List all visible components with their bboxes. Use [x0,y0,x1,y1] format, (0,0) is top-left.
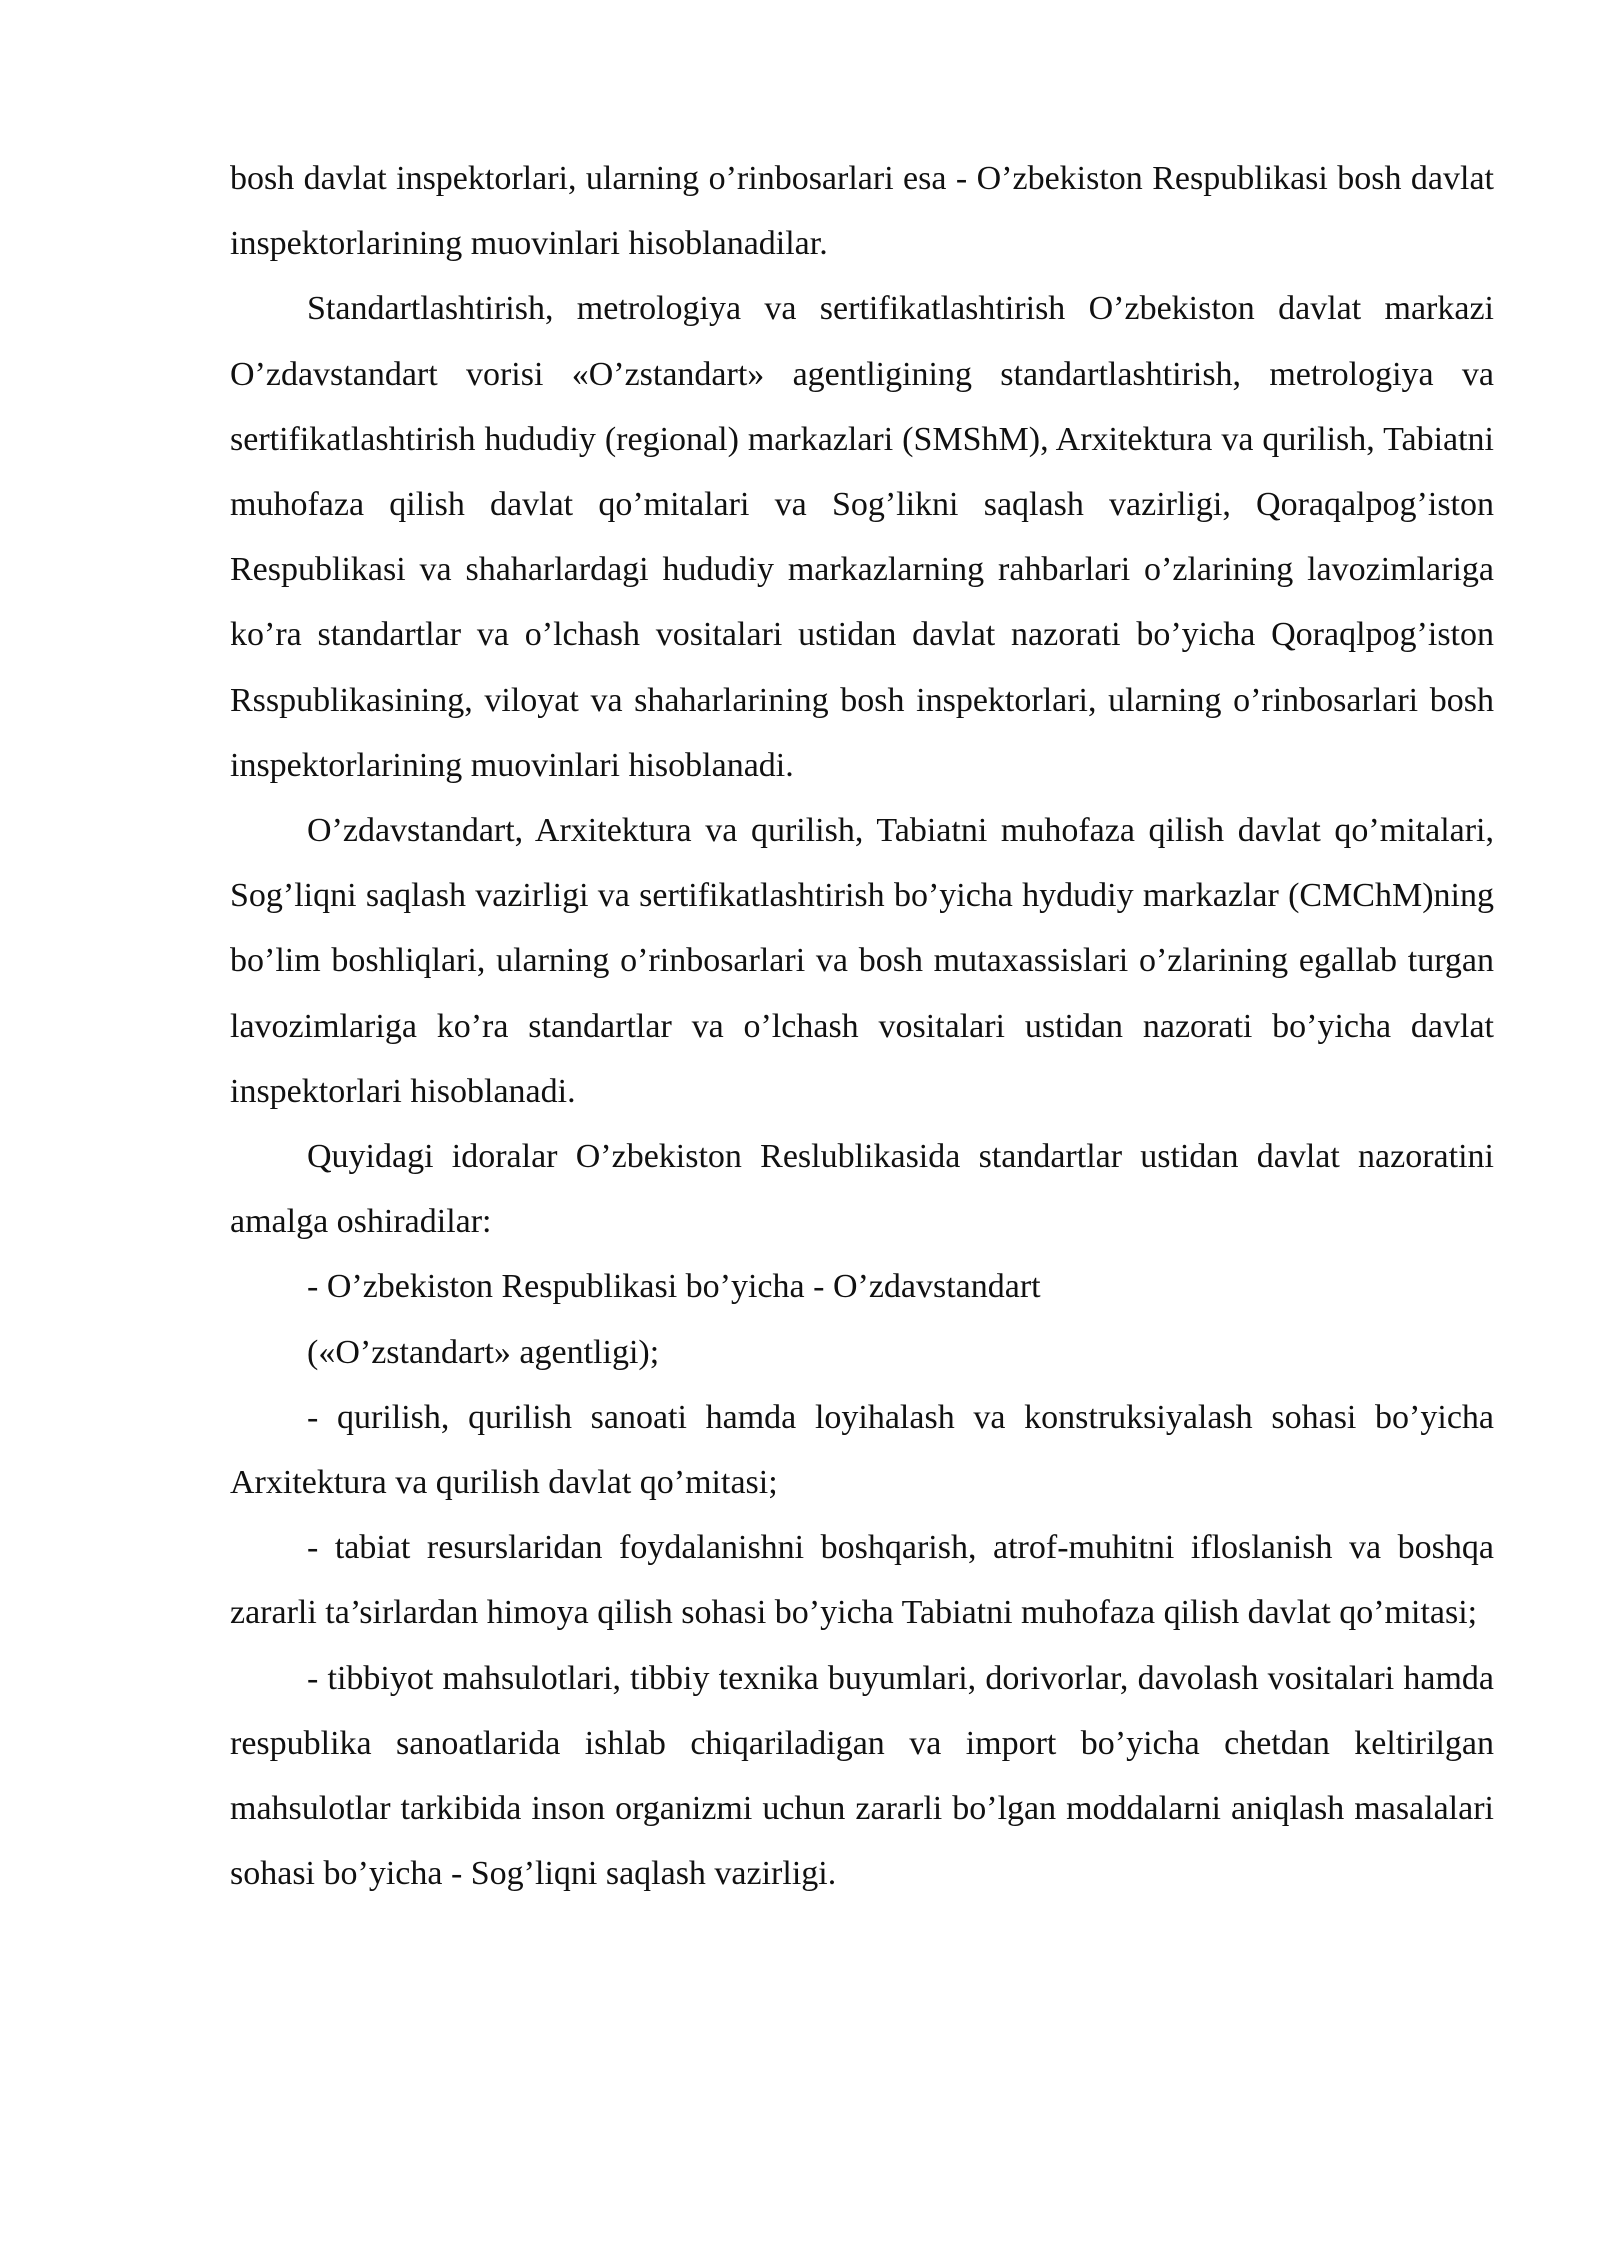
paragraph-control-bodies-intro: Quyidagi idoralar O’zbekiston Reslublikasida standartlar ustidan davlat nazoratini amalga oshiradilar: [230,1138,1494,1241]
paragraph-department-heads: O’zdavstandart, Arxitektura va qurilish, Tabiatni muhofaza qilish davlat qo’mitalari, Sog’liqni saqlash vazirligi va sertifikatlashtirish bo’yicha hydudiy markazlar (CMChM)ning bo’lim boshliqlari, ularning o’rinbosarlari va bosh mutaxassislari o’zlarining egallab turgan lavozimlariga ko’ra standartlar va o’lchash vositalari ustidan nazorati bo’yicha davlat inspektorlari hisoblanadi. [230,812,1494,1110]
list-item-ozdavstandart: - O’zbekiston Respublikasi bo’yicha - O’zdavstandart («O’zstandart» agentligi); [307,1268,1041,1371]
list-item-health-ministry: - tibbiyot mahsulotlari, tibbiy texnika buyumlari, dorivorlar, davolash vositalari hamda respublika sanoatlarida ishlab chiqariladigan va import bo’yicha chetdan keltirilgan mahsulotlar tarkibida inson organizmi uchun zararli bo’lgan moddalarni aniqlash masalalari sohasi bo’yicha - Sog’liqni saqlash vazirligi. [230,1659,1494,1893]
paragraph-regional-centers: Standartlashtirish, metrologiya va sertifikatlashtirish O’zbekiston davlat markazi O’zdavstandart vorisi «O’zstandart» agentligining standartlashtirish, metrologiya va sertifikatlashtirish hududiy (regional) markazlari (SMShM), Arxitektura va qurilish, Tabiatni muhofaza qilish davlat qo’mitalari va Sog’likni saqlash vazirligi, Qoraqalpog’iston Respublikasi va shaharlardagi hududiy markazlarning rahbarlari o’zlarining lavozimlariga ko’ra standartlar va o’lchash vositalari ustidan davlat nazorati bo’yicha Qoraqlpog’iston Rsspublikasining, viloyat va shaharlarining bosh inspektorlari, ularning o’rinbosarlari bosh inspektorlarining muovinlari hisoblanadi. [230,290,1494,784]
paragraph-continuation: bosh davlat inspektorlari, ularning o’rinbosarlari esa - O’zbekiston Respublikasi bosh davlat inspektorlarining muovinlari hisoblanadilar. [230,160,1494,263]
document-page [230,146,1494,1906]
list-item-nature-committee: - tabiat resurslaridan foydalanishni boshqarish, atrof-muhitni ifloslanish va boshqa zararli ta’sirlardan himoya qilish sohasi bo’yicha Tabiatni muhofaza qilish davlat qo’mitasi; [230,1529,1494,1632]
list-item-architecture-committee: - qurilish, qurilish sanoati hamda loyihalash va konstruksiyalash sohasi bo’yicha Arxitektura va qurilish davlat qo’mitasi; [230,1398,1494,1502]
